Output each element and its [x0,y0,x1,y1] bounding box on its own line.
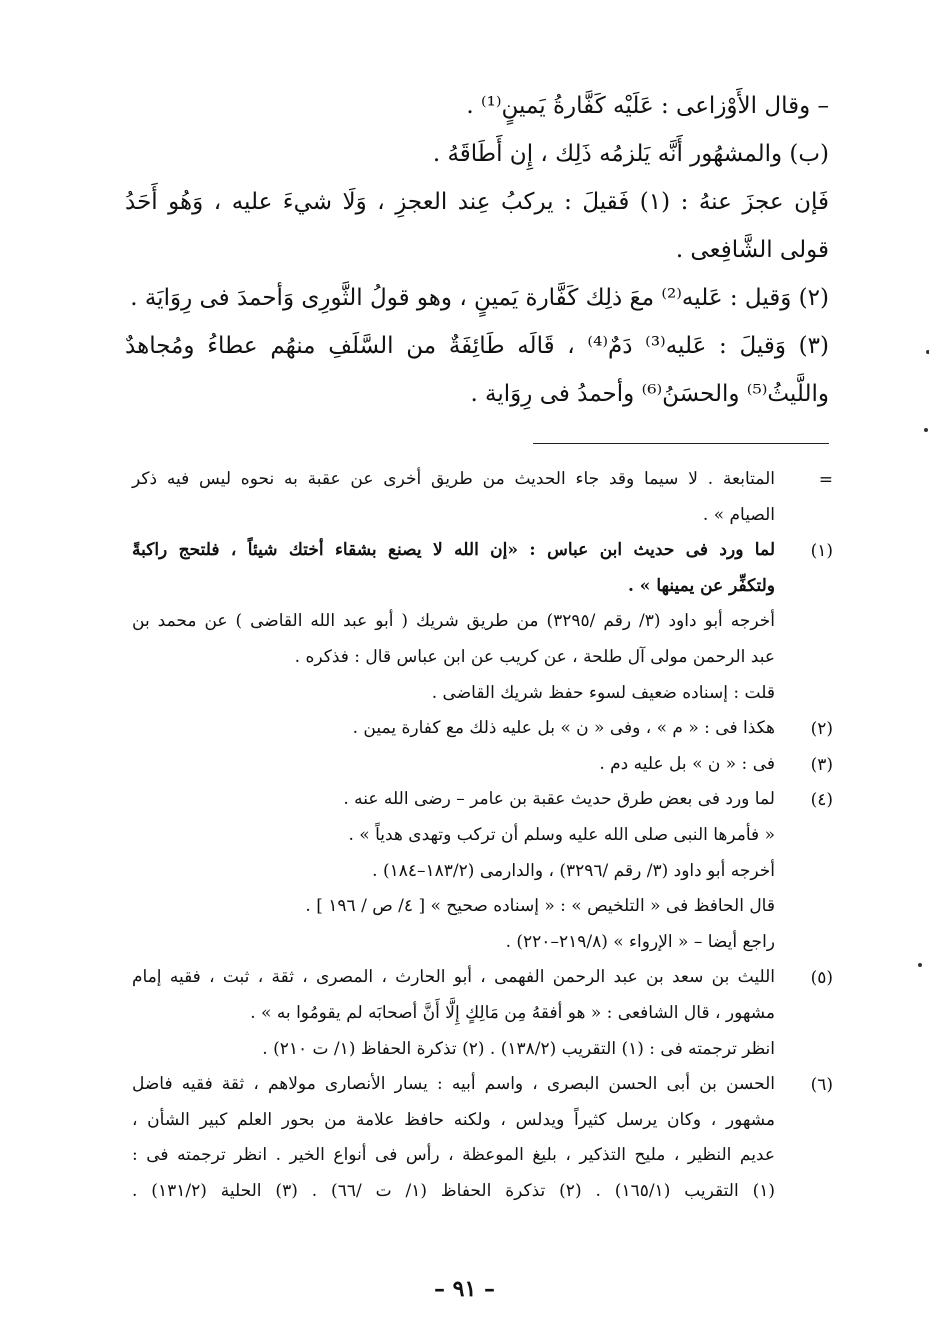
footnote-number: (١) [810,541,833,562]
footnote-line: الصيام » . [702,504,775,525]
footnote-line: راجع أيضا – « الإرواء » (٢١٩/٨–٢٢٠) . [505,931,775,952]
footnote-continuation [132,462,833,533]
footnote-number: = [818,470,833,490]
footnote-number: (٣) [810,754,833,775]
main-line-2: (ب) والمشهُور أَنَّه يَلزمُه ذَلِك ، إِن أَطَاقَهُ . [432,141,829,167]
footnote-line: أخرجه أبو داود (٣/ رقم /٣٢٩٦) ، والدارمى (١٨٣/٢–١٨٤) . [372,860,775,881]
main-text-block [125,82,829,418]
main-line-3: فَإن عجزَ عنهُ : (١) فَقيلَ : يركبُ عِند العجزِ ، وَلَا شيءَ عليه ، وَهُو أَحَدُ [125,189,829,215]
footnote-line: الليث بن سعد بن عبد الرحمن الفهمى ، أبو الحارث ، المصرى ، ثقة ، ثبت ، فقيه إمام [132,967,775,988]
footnote-number: (٢) [810,719,833,740]
page-number: – ٩١ – [434,1276,495,1302]
main-line-4: قولى الشَّافِعى . [675,237,829,263]
footnote-2 [132,711,833,747]
footnote-line: هكذا فى : « م » ، وفى « ن » بل عليه ذلك مع كفارة يمين . [352,718,775,739]
footnote-4 [132,782,833,960]
footnote-line: « فأمرها النبى صلى الله عليه وسلم أن تركب وتهدى هدياً » . [348,824,775,845]
main-line-1: – وقال الأَوْزاعى : عَلَيْه كَفَّارةُ يَمينٍ⁽¹⁾ . [466,93,829,119]
footnote-3 [132,747,833,783]
margin-speck [918,963,922,967]
footnote-line: مشهور ، وكان يرسل كثيراً ويدلس ، ولكنه حافظ علامة من بحور العلم كبير الشأن ، [132,1109,775,1130]
footnote-line: (١) التقريب (١٦٥/١) . (٢) تذكرة الحفاظ (١/ ت /٦٦) . (٣) الحلية (١٣١/٢) . [132,1180,776,1201]
footnote-line: انظر ترجمته فى : (١) التقريب (١٣٨/٢) . (٢) تذكرة الحفاظ (١/ ت ٢١٠) . [262,1038,775,1059]
footnote-line: عديم النظير ، مليح التذكير ، بليغ الموعظة ، رأس فى أنواع الخير . انظر ترجمته فى : [132,1145,775,1166]
footnote-line: مشهور ، قال الشافعى : « هو أفقهُ مِن مَالِكٍ إِلَّا أَنَّ أصحابَه لم يقومُوا به » . [250,1002,775,1023]
footnote-line: أخرجه أبو داود (٣/ رقم /٣٢٩٥) من طريق شريك ( أبو عبد الله القاضى ) عن محمد بن [132,611,775,632]
footnote-1 [132,533,833,711]
footnote-5 [132,960,833,1067]
footnote-line: فى : « ن » بل عليه دم . [599,753,775,774]
footnote-line: لما ورد فى بعض طرق حديث عقبة بن عامر – رضى الله عنه . [343,789,775,810]
footnote-number: (٥) [810,968,833,989]
margin-speck [924,428,928,432]
footnote-line: قلت : إسناده ضعيف لسوء حفظ شريك القاضى . [431,682,775,703]
footnote-line: قال الحافظ فى « التلخيص » : « إسناده صحيح » [ ٤/ ص / ١٩٦ ] . [305,896,775,917]
footnote-line: المتابعة . لا سيما وقد جاء الحديث من طريق أخرى عن عقبة به نحوه ليس فيه ذكر [132,469,775,489]
footnote-6 [132,1067,833,1209]
footnote-line: عبد الرحمن مولى آل طلحة ، عن كريب عن ابن عباس قال : فذكره . [294,646,775,667]
main-line-5: (٢) وَقيل : عَليه⁽²⁾ معَ ذلِك كَفَّارة يَمينٍ ، وهو قولُ الثَّورِى وَأحمدَ فى رِوَايَة . [130,285,829,311]
main-line-6: (٣) وَقيلَ : عَليه⁽³⁾ دَمٌ⁽⁴⁾ ، قَالَه طَائِفَةٌ من السَّلَفِ منهُم عطاءُ ومُجاهدٌ [125,333,829,359]
footnote-number: (٤) [810,790,833,811]
footnote-line: ولتكفِّر عن يمينها » . [627,575,775,596]
footnote-line: لما ورد فى حديث ابن عباس : «إن الله لا يصنع بشقاء أختك شيئاً ، فلتحج راكبةً [132,540,775,561]
footnote-line: الحسن بن أبى الحسن البصرى ، واسم أبيه : يسار الأنصارى مولاهم ، ثقة فقيه فاضل [132,1074,775,1095]
footnote-number: (٦) [810,1075,833,1096]
main-line-7: واللَّيثُ⁽⁵⁾ والحسَنُ⁽⁶⁾ وأحمدُ فى رِوَاية . [470,381,829,407]
footnote-divider [533,443,829,444]
footnotes-block [132,462,833,1209]
